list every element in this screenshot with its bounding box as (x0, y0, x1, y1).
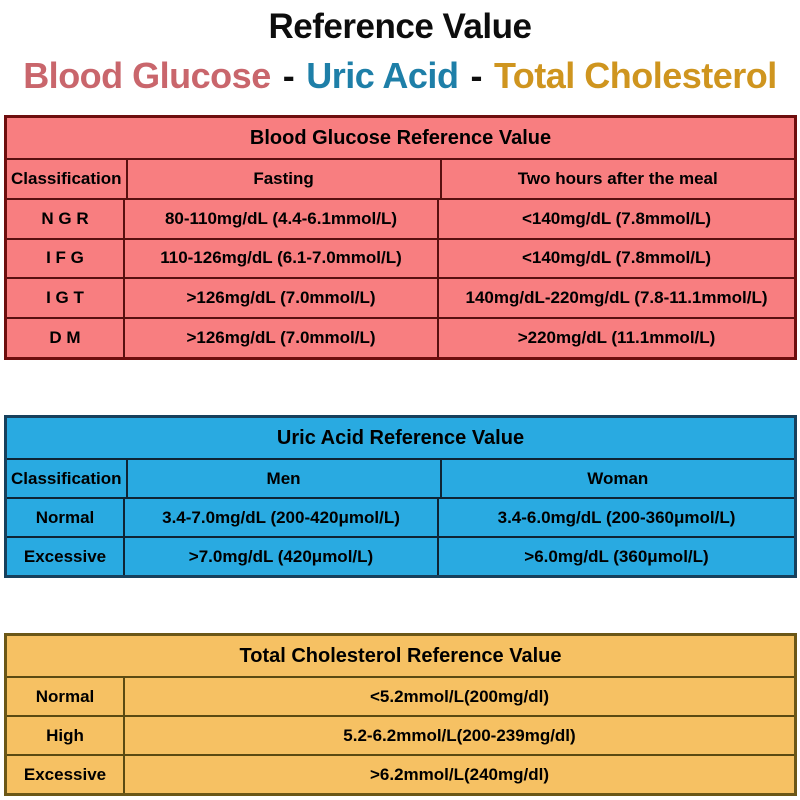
value-cell: <5.2mmol/L(200mg/dl) (123, 678, 794, 715)
value-cell: <140mg/dL (7.8mmol/L) (437, 240, 794, 278)
subtitle-dash: - (282, 55, 295, 96)
page-title: Reference Value (268, 7, 532, 46)
page-subtitle (0, 52, 800, 100)
value-cell: 5.2-6.2mmol/L(200-239mg/dl) (123, 717, 794, 754)
value-cell: 3.4-6.0mg/dL (200-360μmol/L) (437, 499, 794, 536)
value-cell: >126mg/dL (7.0mmol/L) (123, 319, 437, 357)
row-label: N G R (41, 208, 89, 228)
total-cholesterol-table (4, 633, 797, 796)
value-cell: <140mg/dL (7.8mmol/L) (437, 200, 794, 238)
row-label: High (46, 725, 84, 745)
table-row-normal (7, 676, 794, 715)
uric-acid-table-title: Uric Acid Reference Value (276, 426, 525, 449)
table-row-high (7, 715, 794, 754)
subtitle-total-cholesterol: Total Cholesterol (493, 55, 777, 96)
row-label: Excessive (23, 764, 107, 784)
row-label: Normal (35, 507, 95, 527)
table-row-ngr (7, 198, 794, 238)
value-cell: 110-126mg/dL (6.1-7.0mmol/L) (123, 240, 437, 278)
value-cell: 140mg/dL-220mg/dL (7.8-11.1mmol/L) (437, 279, 794, 317)
column-header-two-hours: Two hours after the meal (440, 160, 794, 198)
uric-acid-table (4, 415, 797, 578)
row-label: Normal (35, 686, 95, 706)
subtitle-dash: - (470, 55, 482, 96)
value-cell: >220mg/dL (11.1mmol/L) (437, 319, 794, 357)
table-row-dm (7, 317, 794, 357)
value-cell: >6.0mg/dL (360μmol/L) (437, 538, 794, 575)
column-header-men: Men (126, 460, 440, 497)
column-header-woman: Woman (440, 460, 794, 497)
value-cell: >6.2mmol/L(240mg/dl) (123, 756, 794, 793)
value-cell: 80-110mg/dL (4.4-6.1mmol/L) (123, 200, 437, 238)
table-row-excessive (7, 754, 794, 793)
row-label: Excessive (23, 546, 107, 566)
blood-glucose-table (4, 115, 797, 360)
value-cell: >126mg/dL (7.0mmol/L) (123, 279, 437, 317)
total-cholesterol-table-title: Total Cholesterol Reference Value (239, 644, 562, 667)
subtitle-uric-acid: Uric Acid (306, 55, 459, 96)
table-row-igt (7, 277, 794, 317)
column-header-classification: Classification (11, 168, 122, 188)
table-row-normal (7, 497, 794, 536)
row-label: I G T (46, 288, 84, 308)
blood-glucose-table-title: Blood Glucose Reference Value (249, 126, 552, 149)
table-row-excessive (7, 536, 794, 575)
column-header-fasting: Fasting (126, 160, 440, 198)
blood-glucose-header-row (7, 158, 794, 198)
column-header-classification: Classification (11, 468, 122, 488)
uric-acid-header-row (7, 458, 794, 497)
value-cell: >7.0mg/dL (420μmol/L) (123, 538, 437, 575)
table-row-ifg (7, 238, 794, 278)
row-label: D M (49, 328, 81, 348)
row-label: I F G (46, 248, 84, 268)
subtitle-blood-glucose: Blood Glucose (23, 55, 271, 96)
value-cell: 3.4-7.0mg/dL (200-420μmol/L) (123, 499, 437, 536)
